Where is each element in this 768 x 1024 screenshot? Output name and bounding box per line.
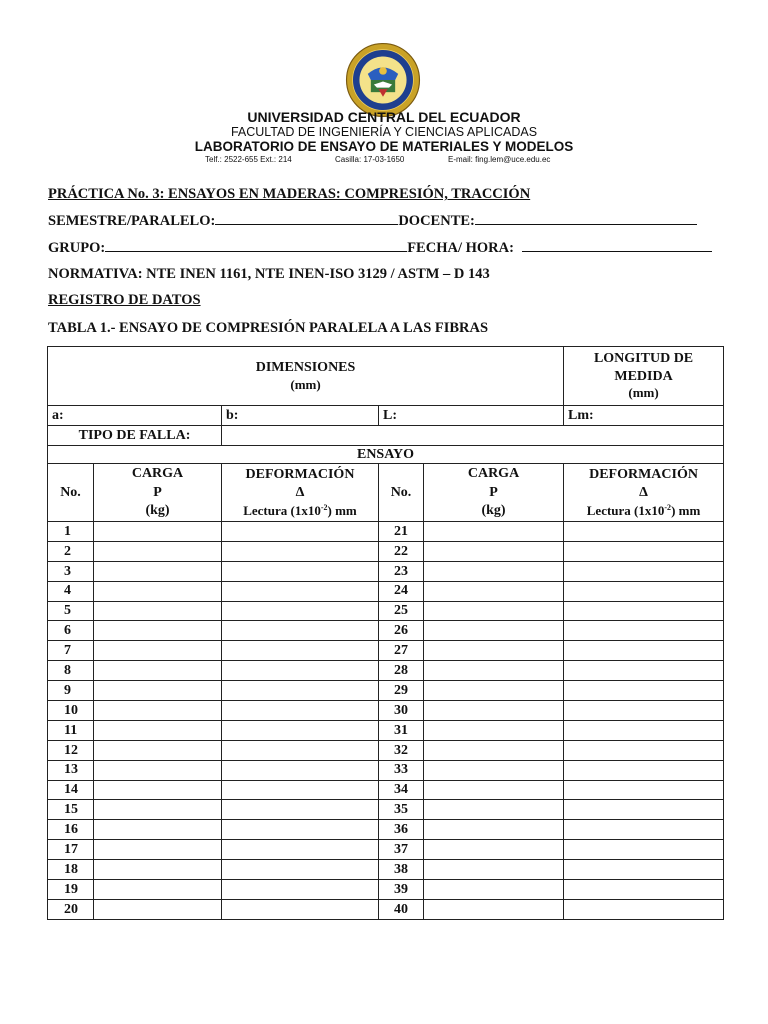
- grupo-field[interactable]: [105, 250, 407, 252]
- row-number-right: 24: [379, 581, 424, 601]
- row-number-right: 26: [379, 621, 424, 641]
- row-number-left: 11: [48, 720, 94, 740]
- table-row: [48, 701, 724, 721]
- carga-right-cell[interactable]: [424, 681, 564, 701]
- tipo-falla-label: TIPO DE FALLA:: [48, 426, 222, 446]
- dimension-a-cell[interactable]: a:: [48, 406, 222, 426]
- carga-left-cell[interactable]: [94, 601, 222, 621]
- carga-left-cell[interactable]: [94, 522, 222, 542]
- col-deformacion-right: [564, 464, 724, 522]
- row-number-left: 5: [48, 601, 94, 621]
- deformacion-right-cell[interactable]: [564, 661, 724, 681]
- row-number-left: 14: [48, 780, 94, 800]
- col-deformacion-left: [222, 464, 379, 522]
- dimension-b-cell[interactable]: b:: [222, 406, 379, 426]
- carga-left-cell[interactable]: [94, 840, 222, 860]
- grupo-fecha-line: [48, 240, 712, 257]
- carga-label: CARGA: [467, 466, 520, 482]
- carga-right-cell[interactable]: [424, 661, 564, 681]
- ensayo-label: ENSAYO: [48, 446, 724, 464]
- row-number-right: 39: [379, 880, 424, 900]
- semestre-label: SEMESTRE/PARALELO:: [48, 213, 216, 229]
- deformacion-left-cell[interactable]: [222, 800, 379, 820]
- dimensions-label: DIMENSIONES: [255, 359, 356, 375]
- row-number-left: 2: [48, 541, 94, 561]
- row-number-right: 37: [379, 840, 424, 860]
- carga-right-cell[interactable]: [424, 522, 564, 542]
- row-number-left: 10: [48, 701, 94, 721]
- table-row: [48, 561, 724, 581]
- table-row: [48, 780, 724, 800]
- deformacion-right-cell[interactable]: [564, 880, 724, 900]
- docente-label: DOCENTE:: [398, 213, 475, 229]
- table-title: TABLA 1.- ENSAYO DE COMPRESIÓN PARALELA A LAS FIBRAS: [48, 320, 489, 336]
- row-number-right: 27: [379, 641, 424, 661]
- deformacion-left-cell[interactable]: [222, 720, 379, 740]
- carga-right-cell[interactable]: [424, 641, 564, 661]
- row-number-right: 28: [379, 661, 424, 681]
- email-text: E-mail: fing.lem@uce.edu.ec: [448, 155, 551, 164]
- table-row: [48, 760, 724, 780]
- dimension-l-cell[interactable]: L:: [379, 406, 564, 426]
- deformacion-right-cell[interactable]: [564, 681, 724, 701]
- deformacion-left-cell[interactable]: [222, 899, 379, 919]
- row-number-right: 38: [379, 860, 424, 880]
- table-row: [48, 581, 724, 601]
- carga-right-cell[interactable]: [424, 541, 564, 561]
- carga-right-cell[interactable]: [424, 621, 564, 641]
- carga-left-cell[interactable]: [94, 641, 222, 661]
- col-carga-left: [94, 464, 222, 522]
- deformacion-right-cell[interactable]: [564, 522, 724, 542]
- carga-left-cell[interactable]: [94, 760, 222, 780]
- col-no-left: No.: [48, 464, 94, 522]
- row-number-left: 18: [48, 860, 94, 880]
- carga-left-cell[interactable]: [94, 561, 222, 581]
- faculty-name: FACULTAD DE INGENIERÍA Y CIENCIAS APLICADAS: [230, 125, 538, 139]
- docente-field[interactable]: [475, 223, 697, 225]
- carga-left-cell[interactable]: [94, 800, 222, 820]
- deformacion-right-cell[interactable]: [564, 561, 724, 581]
- carga-right-cell[interactable]: [424, 899, 564, 919]
- longitud-cell: [564, 347, 724, 406]
- row-number-right: 21: [379, 522, 424, 542]
- carga-right-cell[interactable]: [424, 840, 564, 860]
- carga-right-cell[interactable]: [424, 860, 564, 880]
- deformacion-left-cell[interactable]: [222, 541, 379, 561]
- casilla-text: Casilla: 17-03-1650: [335, 155, 405, 164]
- university-seal-logo: [345, 42, 421, 118]
- practica-title: PRÁCTICA No. 3: ENSAYOS EN MADERAS: COMPRESIÓN, TRACCIÓN: [48, 186, 531, 202]
- carga-left-cell[interactable]: [94, 661, 222, 681]
- deformacion-left-cell[interactable]: [222, 681, 379, 701]
- deformacion-right-cell[interactable]: [564, 840, 724, 860]
- row-number-right: 36: [379, 820, 424, 840]
- carga-left-cell[interactable]: [94, 880, 222, 900]
- carga-left-cell[interactable]: [94, 621, 222, 641]
- deformacion-left-cell[interactable]: [222, 820, 379, 840]
- carga-left-cell[interactable]: [94, 720, 222, 740]
- longitud-label-1: LONGITUD DE: [593, 351, 694, 367]
- carga-right-cell[interactable]: [424, 760, 564, 780]
- carga-right-cell[interactable]: [424, 820, 564, 840]
- deformacion-right-cell[interactable]: [564, 621, 724, 641]
- dimension-values-row: [48, 406, 724, 426]
- row-number-right: 30: [379, 701, 424, 721]
- longitud-label-2: MEDIDA: [614, 368, 673, 384]
- deformacion-right-cell[interactable]: [564, 800, 724, 820]
- carga-left-cell[interactable]: [94, 581, 222, 601]
- table-row: [48, 860, 724, 880]
- carga-left-cell[interactable]: [94, 681, 222, 701]
- table-row: [48, 641, 724, 661]
- deformacion-left-cell[interactable]: [222, 701, 379, 721]
- table-row: [48, 621, 724, 641]
- row-number-left: 9: [48, 681, 94, 701]
- carga-right-cell[interactable]: [424, 800, 564, 820]
- row-number-left: 4: [48, 581, 94, 601]
- longitud-unit: (mm): [628, 385, 659, 401]
- deformacion-left-cell[interactable]: [222, 601, 379, 621]
- deformacion-left-cell[interactable]: [222, 760, 379, 780]
- deformacion-left-cell[interactable]: [222, 522, 379, 542]
- carga-right-cell[interactable]: [424, 701, 564, 721]
- row-number-left: 13: [48, 760, 94, 780]
- dimensions-cell: [48, 347, 564, 406]
- carga-right-cell[interactable]: [424, 880, 564, 900]
- dimension-lm-cell[interactable]: Lm:: [564, 406, 724, 426]
- row-number-left: 20: [48, 899, 94, 919]
- compression-test-table: [47, 346, 724, 920]
- data-rows: [48, 522, 724, 920]
- semestre-docente-line: [48, 213, 697, 230]
- table-row: [48, 522, 724, 542]
- row-number-right: 32: [379, 740, 424, 760]
- row-number-left: 12: [48, 740, 94, 760]
- carga-left-cell[interactable]: [94, 740, 222, 760]
- deformacion-left-cell[interactable]: [222, 661, 379, 681]
- deformacion-lectura: Lectura $(1x10^{-2})$ mm: [586, 502, 701, 518]
- deformacion-left-cell[interactable]: [222, 561, 379, 581]
- carga-left-cell[interactable]: [94, 780, 222, 800]
- deformacion-left-cell[interactable]: [222, 780, 379, 800]
- row-number-right: 23: [379, 561, 424, 581]
- row-number-left: 8: [48, 661, 94, 681]
- table-row: [48, 880, 724, 900]
- university-name: UNIVERSIDAD CENTRAL DEL ECUADOR: [247, 109, 521, 125]
- tipo-falla-field[interactable]: [222, 426, 724, 446]
- row-number-left: 7: [48, 641, 94, 661]
- deformacion-left-cell[interactable]: [222, 621, 379, 641]
- carga-unit: (kg): [481, 503, 506, 519]
- carga-right-cell[interactable]: [424, 561, 564, 581]
- table-row: [48, 661, 724, 681]
- fecha-label: FECHA/ HORA:: [407, 240, 514, 256]
- deformacion-delta: Δ: [639, 485, 648, 501]
- deformacion-delta: Δ: [295, 485, 305, 501]
- deformacion-right-cell[interactable]: [564, 701, 724, 721]
- row-number-right: 40: [379, 899, 424, 919]
- carga-left-cell[interactable]: [94, 820, 222, 840]
- deformacion-right-cell[interactable]: [564, 760, 724, 780]
- table-row: [48, 541, 724, 561]
- table-row: [48, 800, 724, 820]
- carga-p: P: [489, 484, 498, 500]
- tipo-falla-row: [48, 426, 724, 446]
- ensayo-row: [48, 446, 724, 464]
- row-number-right: 31: [379, 720, 424, 740]
- carga-right-cell[interactable]: [424, 720, 564, 740]
- col-no-right: No.: [379, 464, 424, 522]
- deformacion-right-cell[interactable]: [564, 780, 724, 800]
- fecha-field[interactable]: [522, 250, 712, 252]
- registro-heading: REGISTRO DE DATOS: [48, 292, 201, 308]
- table-row: [48, 820, 724, 840]
- deformacion-label: DEFORMACIÓN: [589, 466, 698, 482]
- carga-left-cell[interactable]: [94, 860, 222, 880]
- deformacion-right-cell[interactable]: [564, 820, 724, 840]
- deformacion-right-cell[interactable]: [564, 541, 724, 561]
- row-number-left: 16: [48, 820, 94, 840]
- row-number-left: 6: [48, 621, 94, 641]
- column-header-row: [48, 464, 724, 522]
- carga-right-cell[interactable]: [424, 780, 564, 800]
- deformacion-left-cell[interactable]: [222, 740, 379, 760]
- deformacion-left-cell[interactable]: [222, 641, 379, 661]
- carga-right-cell[interactable]: [424, 740, 564, 760]
- carga-left-cell[interactable]: [94, 541, 222, 561]
- carga-right-cell[interactable]: [424, 601, 564, 621]
- semestre-field[interactable]: [215, 223, 398, 225]
- row-number-left: 3: [48, 561, 94, 581]
- deformacion-right-cell[interactable]: [564, 740, 724, 760]
- row-number-left: 17: [48, 840, 94, 860]
- deformacion-left-cell[interactable]: [222, 840, 379, 860]
- laboratory-name: LABORATORIO DE ENSAYO DE MATERIALES Y MODELOS: [194, 139, 574, 154]
- row-number-right: 25: [379, 601, 424, 621]
- row-number-left: 19: [48, 880, 94, 900]
- deformacion-left-cell[interactable]: [222, 581, 379, 601]
- table-row: [48, 681, 724, 701]
- deformacion-right-cell[interactable]: [564, 720, 724, 740]
- normativa-text: NORMATIVA: NTE INEN 1161, NTE INEN-ISO 3129 / ASTM – D 143: [48, 266, 490, 282]
- deformacion-lectura: Lectura $(1x10^{-2})$ mm: [243, 502, 357, 518]
- carga-unit: (kg): [145, 503, 170, 519]
- dimensions-header-row: [48, 347, 724, 406]
- deformacion-right-cell[interactable]: [564, 581, 724, 601]
- row-number-right: 22: [379, 541, 424, 561]
- carga-label: CARGA: [131, 466, 184, 482]
- deformacion-right-cell[interactable]: [564, 601, 724, 621]
- deformacion-left-cell[interactable]: [222, 880, 379, 900]
- table-row: [48, 899, 724, 919]
- deformacion-right-cell[interactable]: [564, 860, 724, 880]
- row-number-left: 15: [48, 800, 94, 820]
- table-row: [48, 840, 724, 860]
- deformacion-label: DEFORMACIÓN: [245, 466, 355, 482]
- table-row: [48, 601, 724, 621]
- dimensions-unit: (mm): [290, 377, 321, 393]
- row-number-right: 35: [379, 800, 424, 820]
- row-number-left: 1: [48, 522, 94, 542]
- carga-p: P: [153, 484, 162, 500]
- grupo-label: GRUPO:: [48, 240, 106, 256]
- carga-left-cell[interactable]: [94, 899, 222, 919]
- carga-right-cell[interactable]: [424, 581, 564, 601]
- row-number-right: 29: [379, 681, 424, 701]
- table-row: [48, 740, 724, 760]
- col-carga-right: [424, 464, 564, 522]
- table-row: [48, 720, 724, 740]
- carga-left-cell[interactable]: [94, 701, 222, 721]
- deformacion-right-cell[interactable]: [564, 899, 724, 919]
- row-number-right: 33: [379, 760, 424, 780]
- row-number-right: 34: [379, 780, 424, 800]
- deformacion-left-cell[interactable]: [222, 860, 379, 880]
- phone-text: Telf.: 2522-655 Ext.: 214: [205, 155, 292, 164]
- deformacion-right-cell[interactable]: [564, 641, 724, 661]
